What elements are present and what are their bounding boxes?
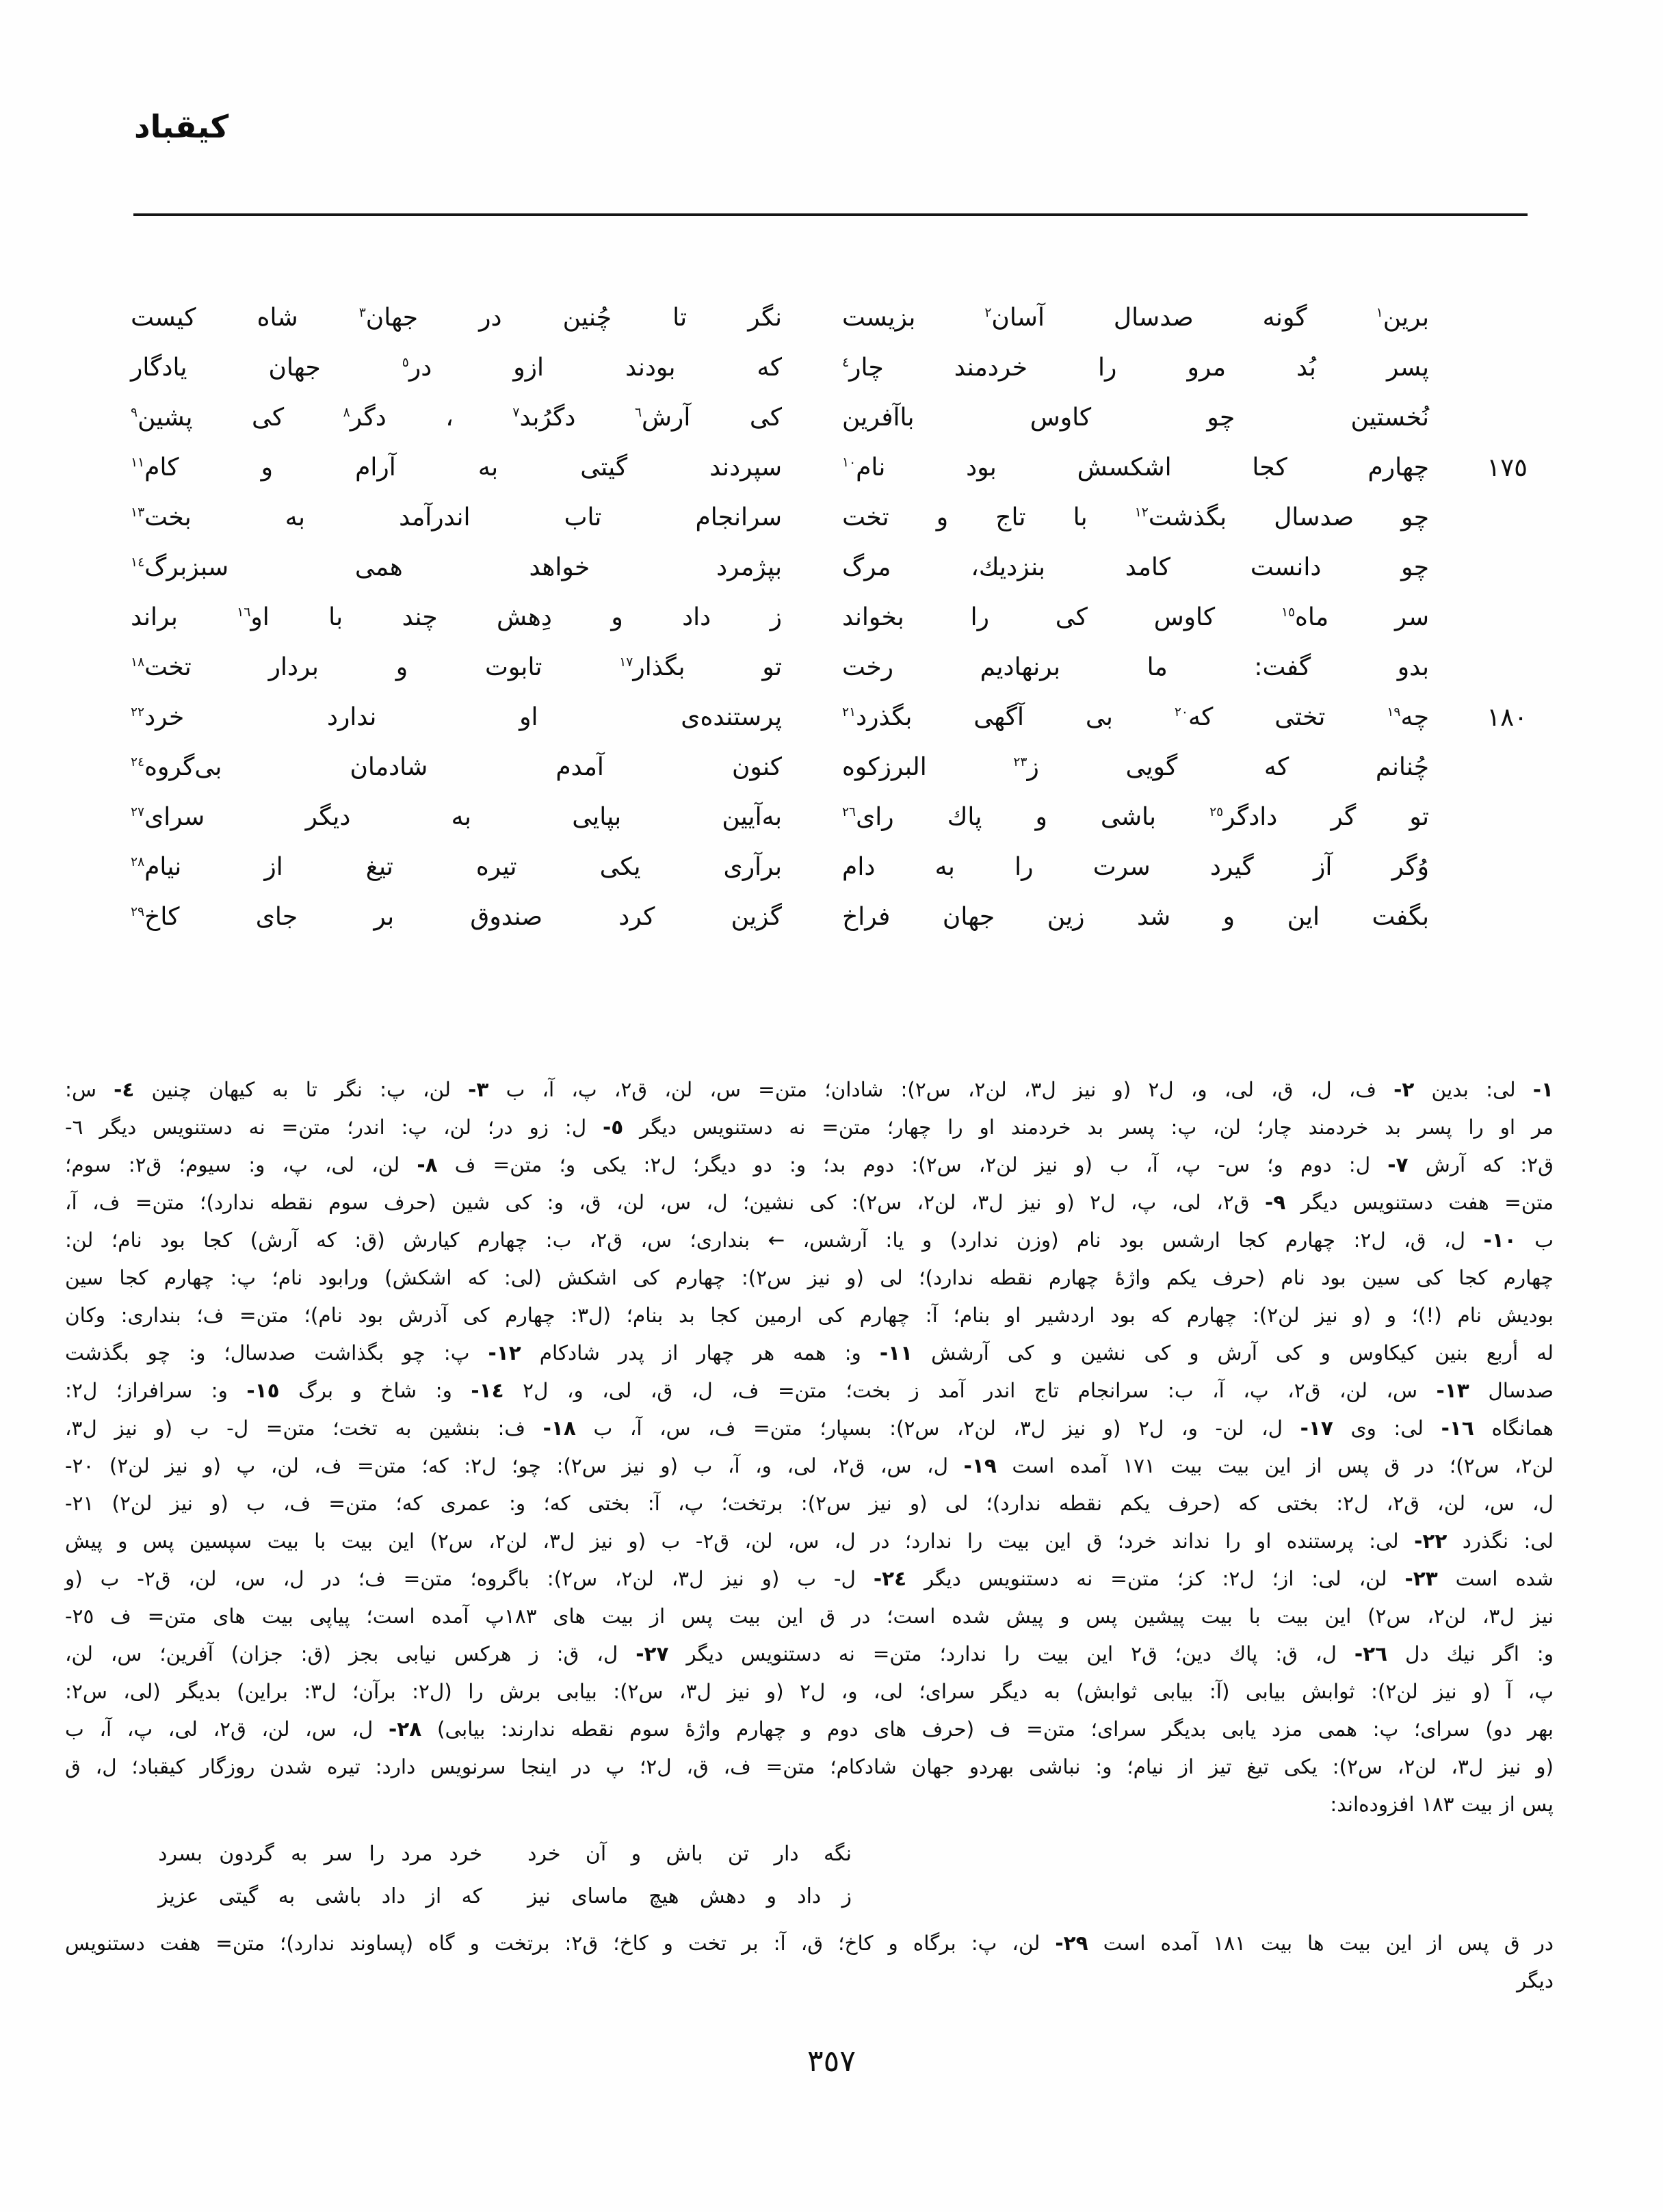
word: خردمند xyxy=(954,354,1027,382)
verse-number: ١٧٥ xyxy=(1487,453,1528,482)
word: نیام$^{٢٨}$ xyxy=(131,853,182,881)
word: ، xyxy=(445,404,454,432)
word: و xyxy=(936,503,949,531)
critical-apparatus xyxy=(65,1071,1554,2000)
word: آن xyxy=(585,1842,607,1866)
word: که xyxy=(461,1884,482,1908)
word: را xyxy=(1014,853,1034,881)
word: بگذار$^{١٧}$ xyxy=(619,653,685,681)
word: چو xyxy=(1207,404,1235,432)
word: بپژمرد xyxy=(716,553,782,581)
word: کاوس xyxy=(1030,404,1092,432)
verse-row xyxy=(128,842,1528,892)
word: صندوق xyxy=(470,903,543,931)
hemistich-left xyxy=(131,853,782,881)
footnote-line: له أربع بنین کیکاوس و کی آرش و کی نشین و کی آرشش ١١- و: همه هر چهار از پدر شادکام ١٢- پ: چو بگذاشت صدسال؛ و: چو بگذشت xyxy=(65,1341,1554,1365)
word: چُنانم xyxy=(1375,753,1429,781)
word: به‌آیین xyxy=(722,803,782,831)
word: آز xyxy=(1313,853,1333,881)
word: آگهی xyxy=(973,703,1024,731)
word: کامد xyxy=(1125,553,1171,581)
word: با xyxy=(328,603,343,631)
footnote-line: و: اگر نیك دل ٢٦- ل، ق: پاك دین؛ ق٢ این بیت را ندارد؛ متن= نه دستنویس دیگر ٢٧- ل، ق: ز هرکس نیابی بجز (ق: جزان) آفرین؛ س، لن، xyxy=(65,1642,1554,1665)
word: جهان xyxy=(942,903,995,931)
word: مرگ xyxy=(842,553,891,581)
footnote-line: بهر دو) سرای؛ پ: همی مزد یابی بدیگر سرای؛ متن= ف (حرف های دوم و چهارم واژهٔ سوم نقطه ندارند: بیابی) ٢٨- ل، س، لن، ق٢، لی، پ، آ، ب xyxy=(65,1717,1554,1741)
hemistich-right xyxy=(842,803,1429,831)
hemistich-right xyxy=(842,453,1429,482)
word: پشین$^٩$ xyxy=(131,404,193,432)
word: دیگر xyxy=(305,803,351,831)
word: سپردند xyxy=(709,453,782,482)
word: ندارد xyxy=(327,703,377,731)
word: زین xyxy=(1047,903,1085,931)
word: تیره xyxy=(475,853,517,881)
word: کیست xyxy=(131,304,196,332)
word: کاوس xyxy=(1153,603,1216,631)
hemistich-left xyxy=(131,453,782,482)
word: گفت: xyxy=(1254,653,1311,681)
word: نیز xyxy=(527,1884,551,1908)
word: بخت$^{١٣}$ xyxy=(131,503,192,531)
word: تو xyxy=(762,653,782,681)
word: دِهش xyxy=(497,603,552,631)
word: مرد xyxy=(401,1842,433,1866)
word: دگر$^٨$ xyxy=(343,404,387,432)
word: داد xyxy=(797,1884,822,1908)
word: دهش xyxy=(699,1884,746,1908)
hemistich-right xyxy=(842,603,1429,631)
word: تابوت xyxy=(484,653,542,681)
footnote-line: در ق پس از این بیت ها بیت ١٨١ آمده است ٢٩- لن، پ: برگاه و کاخ؛ ق، آ: بر تخت و کاخ؛ ق٢: برتخت و گاه (پساوند ندارد)؛ متن= هفت دستنویس xyxy=(65,1932,1554,1955)
word: دانست xyxy=(1250,553,1322,581)
word: گیتی xyxy=(580,453,628,482)
footnote-line: متن= هفت دستنویس دیگر ٩- ق٢، لی، پ، ل٢ (و نیز ل٣، لن٢، س٢): کی نشین؛ ل، س، لن، ق، و: کی شین (حرف سوم نقطه ندارد)؛ متن= ف، آ، xyxy=(65,1191,1554,1214)
word: هیچ xyxy=(649,1884,679,1908)
word: شاه xyxy=(257,304,298,332)
word: بخواند xyxy=(842,603,904,631)
word: رای$^{٢٦}$ xyxy=(842,803,894,831)
footnote-line: شده است ٢٣- لن، لی: از؛ ل٢: کز؛ متن= نه دستنویس دیگر ٢٤- ل- ب (و نیز ل٣، لن٢، س٢): باگروه؛ متن= ف؛ در ل، س، لن، ق٢- ب (و xyxy=(65,1567,1554,1590)
word: خرد xyxy=(527,1842,561,1866)
word: بنزدیك، xyxy=(971,553,1045,581)
footnote-line: مر او را پسر بد خردمند چار؛ لن، پ: پسر بد خردمند او را چهار؛ متن= نه دستنویس دیگر ٥- ل: زو در؛ لن، پ: اندر؛ متن= نه دستنویس دیگر ٦- xyxy=(65,1116,1554,1139)
word: گونه xyxy=(1262,304,1307,332)
word: کی xyxy=(749,404,782,432)
word: نگر xyxy=(748,304,782,332)
word: و xyxy=(766,1884,776,1908)
hemistich-left xyxy=(131,703,782,731)
word: کنون xyxy=(731,753,782,781)
word: که$^{٢٠}$ xyxy=(1174,703,1214,731)
word: او$^{١٦}$ xyxy=(237,603,270,631)
word: به xyxy=(934,853,955,881)
verse-row xyxy=(128,393,1528,443)
word: و xyxy=(261,453,274,482)
added-hemistich-left xyxy=(158,1833,482,1875)
added-hemistich-right xyxy=(527,1875,852,1918)
verse-row xyxy=(128,642,1528,692)
word: ماسای xyxy=(571,1884,629,1908)
word: فراخ xyxy=(842,903,891,931)
word: بزیست xyxy=(842,304,916,332)
word: باش xyxy=(666,1842,703,1866)
word: برآری xyxy=(723,853,782,881)
footnote-line: نیز ل٣، لن٢، س٢) این بیت با بیت پیشین پس و پیش شده است؛ در ق این بیت پس از بیت های ١٨٣پ آمده است؛ پیاپی بیت های متن= ف ٢٥- xyxy=(65,1605,1554,1628)
verse-row xyxy=(128,293,1528,343)
footnote-line: بودیش نام (!)؛ و (و نیز لن٢): چهارم که بود اردشیر او بنام؛ آ: چهارم کی ارمین کجا بد بنام؛ (ل٣: چهارم کی آذرش بود نام)؛ متن= ف؛ بنداری: وکان xyxy=(65,1304,1554,1327)
word: به xyxy=(291,1842,308,1866)
footnote-line: صدسال ١٣- س، لن، ق٢، پ، آ، ب: سرانجام تاج اندر آمد ز بخت؛ متن= ف، ل، ق، لی، و، ل٢ ١٤- و: شاخ و برگ ١٥- و: سرافراز؛ ل٢: xyxy=(65,1379,1554,1402)
word: تاب xyxy=(564,503,602,531)
word: باشی xyxy=(315,1884,362,1908)
footnote-line: چهارم کجا کی سین بود نام (حرف یکم واژهٔ چهارم نقطه ندارد)؛ لی (و نیز س٢): چهارم کی اشکش (لی: که اشکش) ورابود نام؛ پ: چهارم کجا سین xyxy=(65,1266,1554,1289)
verse-row xyxy=(128,492,1528,542)
page-number: ٣٥٧ xyxy=(807,2044,856,2079)
hemistich-left xyxy=(131,903,782,931)
word: و xyxy=(1222,903,1235,931)
hemistich-left xyxy=(131,653,782,681)
word: به xyxy=(285,503,306,531)
word: نام$^{١٠}$ xyxy=(842,453,886,482)
word: چُنین xyxy=(562,304,612,332)
word: را xyxy=(369,1842,385,1866)
hemistich-left xyxy=(131,553,782,581)
word: کی xyxy=(1055,603,1088,631)
footnote-line: لن٢، س٢)؛ در ق پس از این بیت بیت ١٧١ آمده است ١٩- ل، س، ق٢، لی، و، آ، ب (و نیز س٢): چو؛ ل٢: که؛ متن= ف، لن، پ (و نیز لن٢) ٢٠- xyxy=(65,1454,1554,1477)
word: مرو xyxy=(1187,354,1226,382)
hemistich-right xyxy=(842,853,1429,881)
word: آرام xyxy=(355,453,396,482)
hemistich-right xyxy=(842,304,1429,332)
word: رخت xyxy=(842,653,894,681)
footnote-line: ق٢: که آرش ٧- ل: دوم و؛ س- پ، آ، ب (و نیز لن٢، س٢): دوم بد؛ و: دو دیگر؛ ل٢: یکی و؛ متن= ف ٨- لن، لی، پ، و: سیوم؛ ق٢: سوم؛ xyxy=(65,1153,1554,1176)
word: این xyxy=(1287,903,1320,931)
word: جهان xyxy=(268,354,321,382)
word: در xyxy=(479,304,502,332)
verse-row xyxy=(128,343,1528,393)
word: در$^٥$ xyxy=(402,354,432,382)
word: دگرُبد$^٧$ xyxy=(512,404,576,432)
word: که xyxy=(1263,753,1289,781)
word: بدو xyxy=(1397,653,1429,681)
verse-row xyxy=(128,443,1528,492)
word: شد xyxy=(1137,903,1171,931)
word: دام xyxy=(842,853,876,881)
word: کجا xyxy=(1252,453,1287,482)
word: سبزبرگ$^{١٤}$ xyxy=(131,553,229,581)
word: بگذشت$^{١٢}$ xyxy=(1134,503,1227,531)
word: سرانجام xyxy=(695,503,782,531)
word: پاك xyxy=(947,803,982,831)
hemistich-left xyxy=(131,753,782,781)
word: یادگار xyxy=(131,354,187,382)
hemistich-right xyxy=(842,703,1429,731)
word: چند xyxy=(402,603,438,631)
hemistich-right xyxy=(842,903,1429,931)
word: براند xyxy=(131,603,178,631)
word: و xyxy=(395,653,408,681)
added-hemistich-left xyxy=(158,1875,482,1918)
word: به xyxy=(451,803,471,831)
hemistich-left xyxy=(131,354,782,382)
word: اندرآمد xyxy=(399,503,471,531)
word: کرد xyxy=(618,903,655,931)
footnote-line: پ، آ (و نیز لن٢): ثوابش بیابی (آ: بیابی ثوابش) به دیگر سرای؛ لی، و، ل٢ (و نیز ل٣، س٢): بیابی برش را (ل٢: برآن؛ ل٣: براین) بدیگر (لی، س٢: xyxy=(65,1680,1554,1703)
word: و xyxy=(1035,803,1047,831)
word: خرد xyxy=(449,1842,482,1866)
hemistich-left xyxy=(131,603,782,631)
word: داد xyxy=(381,1884,406,1908)
word: را xyxy=(970,603,989,631)
hemistich-right xyxy=(842,404,1429,432)
word: نگه xyxy=(823,1842,852,1866)
word: دار xyxy=(774,1842,799,1866)
word: از xyxy=(264,853,283,881)
verse-row xyxy=(128,542,1528,592)
word: خرد$^{٢٢}$ xyxy=(131,703,185,731)
word: دادگر$^{٢٥}$ xyxy=(1209,803,1278,831)
word: خواهد xyxy=(529,553,590,581)
footnote-line: لی: نگذرد ٢٢- لی: پرستنده او را نداند خرد؛ ق این بیت را ندارد؛ در ل، س، لن، ق٢- ب (و نیز ل٣، لن٢، س٢) این بیت با بیت سپسین پس و پیش xyxy=(65,1529,1554,1553)
header-rule xyxy=(133,213,1528,216)
added-couplet-row xyxy=(158,1875,852,1918)
word: ز xyxy=(770,603,782,631)
word: بود xyxy=(966,453,997,482)
word: ماه$^{١٥}$ xyxy=(1281,603,1329,631)
footnote-line: ل، س، لن، ق٢، ل٢: بختی که (حرف یکم نقطه ندارد)؛ لی (و نیز س٢): برتخت؛ پ، آ: بختی که؛ و: عمری که؛ متن= ف، ب (و نیز لن٢) ٢١- xyxy=(65,1492,1554,1515)
word: نُخستین xyxy=(1350,404,1429,432)
footnote-line: پس از بیت ١٨٣ افزوده‌اند: xyxy=(1330,1793,1554,1816)
word: جهان$^٣$ xyxy=(358,304,419,332)
word: باآفرین xyxy=(842,404,915,432)
word: وُگر xyxy=(1391,853,1429,881)
footnote-line: دیگر xyxy=(1517,1969,1554,1992)
word: بردار xyxy=(268,653,319,681)
word: یکی xyxy=(599,853,641,881)
verse-number: ١٨٠ xyxy=(1487,702,1528,732)
word: بی‌گروه$^{٢٤}$ xyxy=(131,753,222,781)
word: گیرد xyxy=(1209,853,1254,881)
word: به xyxy=(278,1884,296,1908)
word: آرش$^٦$ xyxy=(634,404,691,432)
word: البرزکوه xyxy=(842,753,927,781)
word: همی xyxy=(354,553,403,581)
word: برین$^١$ xyxy=(1376,304,1429,332)
word: و xyxy=(611,603,623,631)
word: چهارم xyxy=(1367,453,1429,482)
word: چار$^٤$ xyxy=(842,354,884,382)
hemistich-left xyxy=(131,503,782,531)
word: برنهادیم xyxy=(980,653,1061,681)
hemistich-right xyxy=(842,753,1429,781)
footnote-line: ١- لی: بدین ٢- ف، ل، ق، لی، و، ل٢ (و نیز ل٣، لن٢، س٢): شادان؛ متن= س، لن، ق٢، پ، آ، ب ٣- لن، پ: نگر تا به کیهان چنین ٤- س: xyxy=(65,1078,1554,1101)
word: بر xyxy=(374,903,395,931)
word: تا xyxy=(672,304,688,332)
word: چو xyxy=(1401,503,1429,531)
hemistich-left xyxy=(131,404,782,432)
word: چه$^{١٩}$ xyxy=(1387,703,1429,731)
word: تختی xyxy=(1274,703,1326,731)
word: باشی xyxy=(1100,803,1157,831)
word: که xyxy=(757,354,782,382)
word: تیغ xyxy=(365,853,393,881)
word: گیتی xyxy=(218,1884,259,1908)
word: بگفت xyxy=(1372,903,1429,931)
footnote-line: (و نیز ل٣، لن٢، س٢): یکی تیغ تیز از نیام؛ و: نباشی بهردو جهان شادکام؛ متن= ف، ق، ل٢؛ پ در اینجا سرنویس دارد: تیره شدن روزگار کیقباد؛ ل، ق xyxy=(65,1755,1554,1778)
word: کام$^{١١}$ xyxy=(131,453,179,482)
verse-row xyxy=(128,742,1528,792)
word: بُد xyxy=(1296,354,1316,382)
footnote-line: همانگاه ١٦- لی: وی ١٧- ل، لن- و، ل٢ (و نیز ل٣، لن٢، س٢): بسپار؛ متن= ف، س، آ، ب ١٨- ف: بنشین به تخت؛ متن= ل- ب (و نیز ل٣، xyxy=(65,1417,1554,1440)
word: بی xyxy=(1085,703,1113,731)
hemistich-right xyxy=(842,653,1429,681)
verse-row xyxy=(128,592,1528,642)
word: عزیز xyxy=(158,1884,199,1908)
word: کی xyxy=(252,404,285,432)
word: تخت xyxy=(842,503,889,531)
word: به xyxy=(477,453,499,482)
word: چو xyxy=(1401,553,1429,581)
word: را xyxy=(1098,354,1117,382)
hemistich-right xyxy=(842,354,1429,382)
poem-section xyxy=(128,293,1528,942)
word: تو xyxy=(1409,803,1429,831)
verse-row xyxy=(128,692,1528,742)
word: بودند xyxy=(625,354,676,382)
hemistich-right xyxy=(842,553,1429,581)
word: و xyxy=(631,1842,642,1866)
added-couplet-row xyxy=(158,1833,852,1875)
word: گویی xyxy=(1125,753,1178,781)
word: او xyxy=(519,703,538,731)
hemistich-left xyxy=(131,304,782,332)
word: داد xyxy=(682,603,711,631)
word: صدسال xyxy=(1113,304,1194,332)
word: جای xyxy=(255,903,298,931)
word: آسان$^٢$ xyxy=(984,304,1045,332)
word: ازو xyxy=(513,354,544,382)
word: ما xyxy=(1147,653,1168,681)
added-hemistich-right xyxy=(527,1833,852,1875)
word: صدسال xyxy=(1274,503,1354,531)
word: پسر xyxy=(1387,354,1429,382)
word: ز xyxy=(841,1884,852,1908)
word: سرای$^{٢٧}$ xyxy=(131,803,205,831)
word: بسرد xyxy=(158,1842,203,1866)
hemistich-right xyxy=(842,503,1429,531)
verse-row xyxy=(128,792,1528,842)
word: تخت$^{١٨}$ xyxy=(131,653,192,681)
word: گردون xyxy=(219,1842,274,1866)
word: گر xyxy=(1331,803,1357,831)
word: ز$^{٢٣}$ xyxy=(1013,753,1039,781)
word: گزین xyxy=(731,903,782,931)
word: تن xyxy=(727,1842,750,1866)
word: سرت xyxy=(1092,853,1151,881)
hemistich-left xyxy=(131,803,782,831)
word: شادمان xyxy=(350,753,428,781)
word: بگذرد$^{٢١}$ xyxy=(842,703,913,731)
running-head-chapter-title: کیقباد xyxy=(134,108,229,145)
word: پرستنده‌ی xyxy=(681,703,782,731)
word: کاخ$^{٢٩}$ xyxy=(131,903,180,931)
footnote-line: ب ١٠- ل، ق، ل٢: چهارم کجا ارشس بود نام (وزن ندارد) و یا: آرشس، ← بنداری؛ س، ق٢، ب: چهارم کیارش (ق: که آرش) کجا بود نام؛ لن: xyxy=(65,1228,1554,1252)
word: اشکسش xyxy=(1077,453,1172,482)
word: از xyxy=(425,1884,442,1908)
word: بپایی xyxy=(572,803,622,831)
word: آمدم xyxy=(555,753,604,781)
word: تاج xyxy=(995,503,1026,531)
word: با xyxy=(1073,503,1088,531)
verse-row xyxy=(128,892,1528,942)
added-couplets-block xyxy=(158,1833,852,1918)
word: سر xyxy=(324,1842,353,1866)
word: سر xyxy=(1394,603,1429,631)
